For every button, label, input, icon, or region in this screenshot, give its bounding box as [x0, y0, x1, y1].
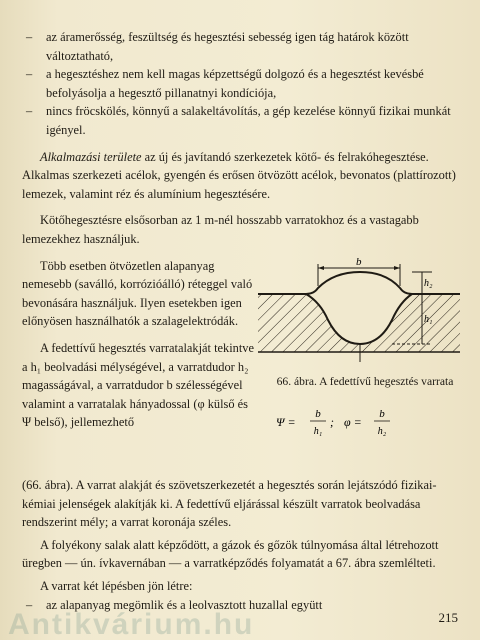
formula-psi-den: h₁ — [313, 426, 323, 437]
paragraph-koto: Kötőhegesztésre elsősorban az 1 m-nél hosszabb varratokhoz és a vastagabb lemezekhez használjuk. — [22, 213, 419, 246]
dash: – — [26, 30, 33, 44]
bullet-text: a hegesztéshez nem kell magas képzettségű dolgozó és a hegesztést kevésbé befolyásolja a hegesztő pillanatnyi kondíciója, — [46, 67, 424, 100]
weld-figure — [252, 258, 464, 370]
bullet-text: nincs fröcskölés, könnyű a salakeltávolítás, a gép kezelése könnyű fizikai munkát igényel. — [46, 104, 451, 137]
paragraph-ket-lepes: A varrat két lépésben jön létre: — [40, 578, 193, 593]
dash: – — [26, 67, 33, 82]
paragraph-folyekony: A folyékony salak alatt képződött, a gázok és gőzök túlnyomása által létrehozott üregben — ún. ívkavernában — a varratképződés folyamatát a 67. ábra szemlélteti. — [22, 537, 439, 571]
label-h1: h₁ — [424, 314, 433, 325]
paragraph-alkalmazasi — [22, 148, 462, 204]
bullet-item — [22, 102, 462, 139]
bullet-item — [22, 65, 462, 102]
page-number: 215 — [438, 610, 458, 625]
dash: – — [26, 597, 33, 612]
figure-caption: 66. ábra. A fedettívű hegesztés varrata — [276, 375, 454, 388]
watermark: Antikvárium.hu — [8, 608, 255, 640]
paragraph-text: az új és javítandó szerkezetek kötő- és felrakóhegesztése. Alkalmas szerkezeti acélok, gyengén és erősen ötvözött acélok, bevonatos (plattírozott) lemezek, valamint réz és alumínium hegesztésére. — [22, 149, 456, 201]
formula-phi-num: b — [379, 408, 385, 420]
label-h2: h₂ — [424, 278, 433, 289]
figure-formula — [268, 404, 462, 444]
bullet-text: az alapanyag megömlik és a leolvasztott huzallal együtt — [46, 597, 323, 612]
formula-psi-num: b — [315, 408, 321, 420]
term-alkalmazasi: Alkalmazási területe — [40, 149, 142, 164]
formula-phi: φ = — [344, 415, 362, 429]
paragraph-fedett: A fedettívű hegesztés varratalakját tekintve a h₁ beolvadási mélységével, a varratdudor h₂ magasságával, a varratdudor b szélességével valamint a varratalak hányadossal (φ külső és Ψ belső), jellemezhető — [22, 340, 254, 430]
paragraph-tobb: Több esetben ötvözetlen alapanyag nemesebb (saválló, korrózióálló) réteggel való bevonására használjuk. Ilyen esetekben igen előnyösen használhatók a szalagelektródák. — [22, 258, 253, 329]
bullet-text: az áramerősség, feszültség és hegesztési sebesség igen tág határok között változtatható, — [46, 30, 409, 63]
page-text — [22, 28, 462, 432]
formula-psi: Ψ = — [276, 415, 296, 429]
formula-phi-den: h₂ — [377, 426, 387, 437]
paragraph-fedett-cont: (66. ábra). A varrat alakját és szövetszerkezetét a hegesztés során lejátszódó fizikai-kémiai jelenségek alakítják ki. A fedettívű eljárással készült varratok beolvadása rendszerint mély; a varrat koronája széles. — [22, 478, 437, 530]
bullet-item — [22, 28, 462, 65]
dash: – — [26, 104, 33, 119]
label-b: b — [356, 258, 362, 268]
lower-text — [22, 476, 462, 614]
formula-sep: ; — [330, 415, 334, 429]
